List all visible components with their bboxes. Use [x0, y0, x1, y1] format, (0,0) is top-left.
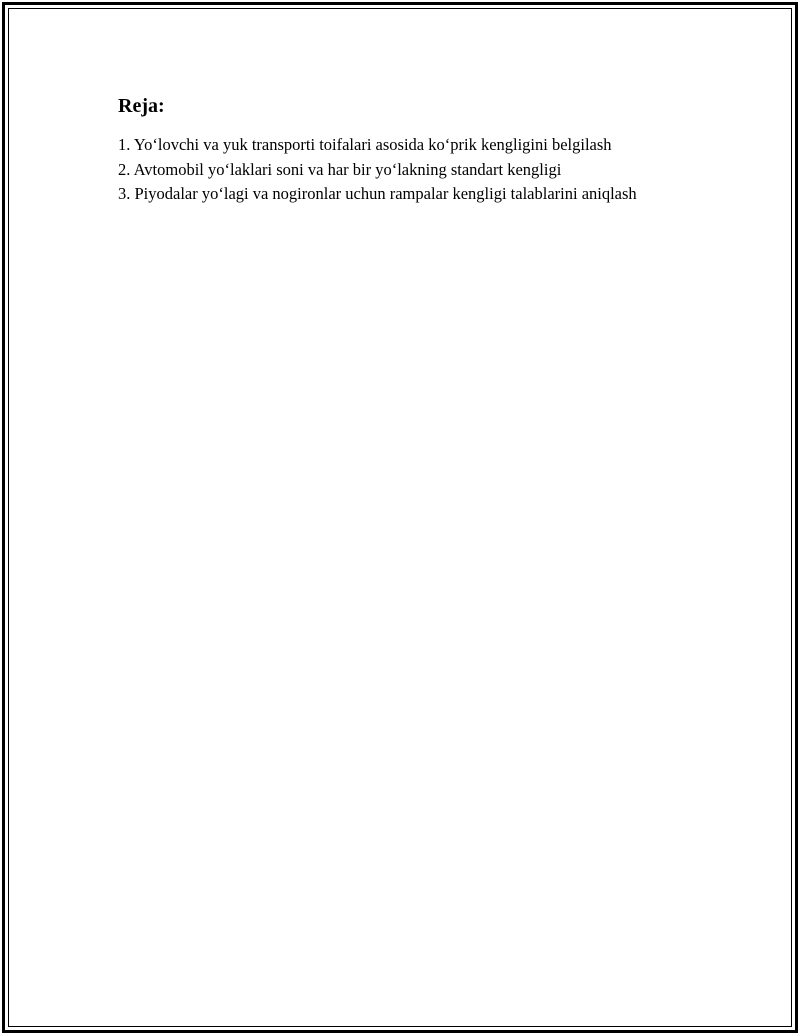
plan-item-2: 2. Avtomobil yo‘laklari soni va har bir yo‘lakning standart kengligi — [118, 159, 562, 179]
plan-item-1: 1. Yo‘lovchi va yuk transporti toifalari asosida ko‘prik kengligini belgilash — [118, 135, 612, 154]
page-content — [118, 93, 678, 207]
page-heading: Reja: — [118, 95, 165, 117]
plan-item-3: 3. Piyodalar yo‘lagi va nogironlar uchun rampalar kengligi talablarini aniqlash — [118, 184, 637, 203]
plan-list — [118, 133, 678, 207]
